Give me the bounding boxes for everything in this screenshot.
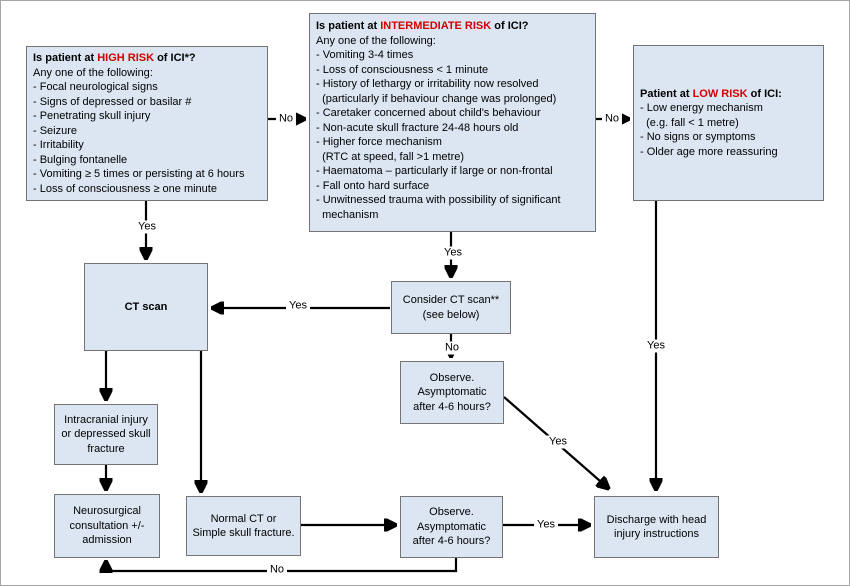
observe-bottom-label: Observe. Asymptomatic after 4-6 hours?	[412, 506, 491, 548]
box-high-risk	[26, 46, 268, 201]
box-low-risk	[633, 45, 824, 201]
high-risk-criteria-list: Any one of the following: - Focal neurological signs - Signs of depressed or basilar # - Penetrating skull injury - Seizure - Irritability - Bulging fontanelle - Vomiting ≥ 5 times or persisting at 6 hours - Loss of consciousness ≥ one minute	[33, 66, 245, 195]
high-risk-title-suffix: of ICI*?	[154, 52, 196, 64]
edge-label-intermediate-no: No	[602, 113, 622, 126]
box-normal-ct	[186, 496, 301, 556]
neurosurgical-label: Neurosurgical consultation +/- admission	[69, 505, 145, 547]
high-risk-title-highlight: HIGH RISK	[97, 52, 155, 64]
normal-ct-label: Normal CT or Simple skull fracture.	[192, 512, 295, 539]
edge-label-observe-mid-yes: Yes	[546, 436, 570, 449]
box-intracranial-injury	[54, 404, 158, 465]
low-risk-criteria-list: - Low energy mechanism (e.g. fall < 1 metre) - No signs or symptoms - Older age more reassuring	[640, 102, 778, 158]
box-observe-mid	[400, 361, 504, 424]
intermediate-risk-title-suffix: of ICI?	[491, 20, 529, 32]
low-risk-title-highlight: LOW RISK	[692, 87, 748, 100]
box-ct-scan	[84, 263, 208, 351]
edge-label-intermediate-yes: Yes	[441, 247, 465, 260]
low-risk-title-prefix: Patient at	[640, 87, 693, 100]
intermediate-risk-title-prefix: Is patient at	[316, 20, 381, 32]
box-intermediate-risk	[309, 13, 596, 232]
intermediate-risk-title-highlight: INTERMEDIATE RISK	[380, 20, 492, 32]
observe-mid-label: Observe. Asymptomatic after 4-6 hours?	[413, 371, 491, 413]
edge-label-consider-yes: Yes	[286, 300, 310, 313]
consider-ct-scan-label: Consider CT scan** (see below)	[402, 294, 500, 321]
high-risk-title	[33, 51, 261, 66]
edge-label-consider-no: No	[442, 342, 462, 355]
edge-label-observe-bottom-yes: Yes	[534, 519, 558, 532]
low-risk-title	[640, 87, 817, 102]
box-observe-bottom	[400, 496, 503, 558]
edge-label-observe-bottom-no: No	[267, 564, 287, 577]
box-neurosurgical	[54, 494, 160, 558]
discharge-label: Discharge with head injury instructions	[606, 513, 707, 540]
edge-label-low-yes: Yes	[644, 340, 668, 353]
low-risk-title-suffix: of ICI:	[747, 87, 782, 100]
box-consider-ct-scan	[391, 281, 511, 334]
edge-label-high-no: No	[276, 113, 296, 126]
edge-label-high-yes: Yes	[135, 221, 159, 234]
intermediate-risk-criteria-list: Any one of the following: - Vomiting 3-4 times - Loss of consciousness < 1 minute - History of lethargy or irritability now resolved (particularly if behaviour change was prolonged) - Caretaker concerned about child's behaviour - Non-acute skull fracture 24-48 hours old - Higher force mechanism (RTC at speed, fall >1 metre) - Haematoma – particularly if large or non-frontal - Fall onto hard surface - Unwitnessed trauma with possibility of significant mechanism	[316, 34, 561, 221]
box-discharge	[594, 496, 719, 558]
intracranial-injury-label: Intracranial injury or depressed skull fracture	[61, 413, 151, 455]
ct-scan-label: CT scan	[124, 300, 168, 313]
high-risk-title-prefix: Is patient at	[33, 52, 98, 64]
intermediate-risk-title	[316, 19, 589, 34]
